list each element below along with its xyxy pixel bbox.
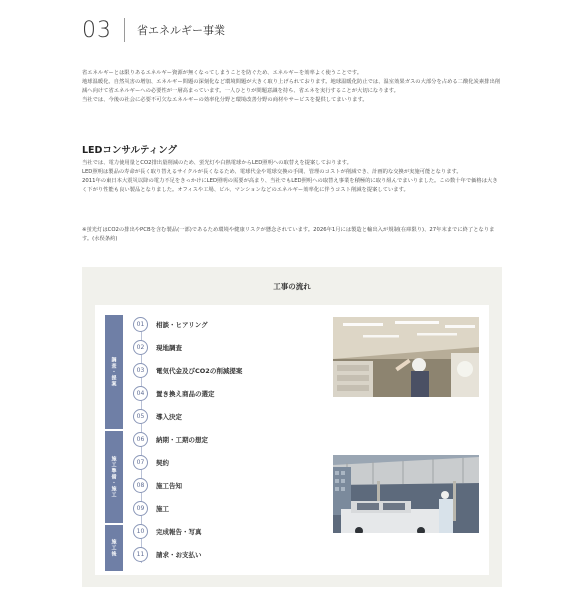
flow-step	[133, 431, 208, 448]
led-body: 当社では、電力使用量とCO2排出量削減のため、蛍光灯や白熱電球からLED照明への取替えを提案しております。 LED照明は製品の寿命が長く取り替えるサイクルが長くなるため、電球代金や電球交換の手間、管理のコストが削減でき、計画的な交換が実施可能となります。 2011年の東日本大震災以降の電力不足をきっかけにLED照明の需要が高まり、当社でもLED照明への取替え事業を積極的に取り組んでまいりました。この数十年で価格は大きく下がり性能も良い製品となりました。オフィスや工場、ビル、マンションなどのエネルギー効率化に伴うコスト削減を提案しています。	[82, 160, 498, 193]
step-label: 契約	[156, 459, 169, 467]
step-number: 04	[133, 386, 148, 401]
led-heading: LEDコンサルティング	[82, 145, 178, 156]
flow-step	[133, 385, 215, 402]
step-number: 05	[133, 409, 148, 424]
step-number: 02	[133, 340, 148, 355]
step-label: 現地調査	[156, 344, 182, 352]
step-number: 07	[133, 455, 148, 470]
flow-title: 工事の流れ	[273, 282, 311, 291]
step-number: 01	[133, 317, 148, 332]
step-label: 電気代金及びCO2の削減提案	[156, 367, 243, 375]
flow-card	[95, 305, 489, 575]
flow-step	[133, 339, 182, 356]
flow-step	[133, 546, 202, 563]
step-label: 施工	[156, 505, 169, 513]
flow-step	[133, 316, 208, 333]
office-survey-image	[333, 317, 479, 397]
work-flow-panel	[82, 267, 502, 587]
intro-paragraph: 省エネルギーとは限りあるエネルギー資源が無くなってしまうことを防ぐため、エネルギーを効率よく使うことです。 地球温暖化、自然災害の増加、エネルギー問題の深刻化など環境問題が大きく取り上げられております。地球温暖化防止では、温室効果ガスの大部分を占める二酸化炭素排出削減へ向けて省エネルギーへの必要性が一層高まっています。一人ひとりが問題意識を持ち、省エネを実行することが大切になります。 当社では、今後の社会に必要不可欠なエネルギーの効率化分野と環境改善分野の商材やサービスを提供してまいります。	[82, 70, 501, 103]
phase-after-construction: 施工後	[105, 525, 123, 571]
phase-survey-proposal: 調査・提案	[105, 315, 123, 429]
section-title: 省エネルギー事業	[137, 24, 225, 37]
section-header	[82, 14, 225, 46]
step-number: 06	[133, 432, 148, 447]
step-label: 相談・ヒアリング	[156, 321, 208, 329]
step-number: 09	[133, 501, 148, 516]
flow-step	[133, 523, 202, 540]
flow-step	[133, 477, 182, 494]
step-number: 03	[133, 363, 148, 378]
step-number: 11	[133, 547, 148, 562]
step-number: 10	[133, 524, 148, 539]
flow-step	[133, 454, 169, 471]
step-label: 導入決定	[156, 413, 182, 421]
step-label: 置き換え商品の選定	[156, 390, 215, 398]
flow-step	[133, 500, 169, 517]
step-label: 完成報告・写真	[156, 528, 202, 536]
header-divider	[124, 18, 125, 42]
flow-step	[133, 362, 242, 379]
phase-construction: 施工準備・施工	[105, 431, 123, 523]
parking-construction-photo	[333, 455, 479, 533]
step-number: 08	[133, 478, 148, 493]
step-label: 請求・お支払い	[156, 551, 202, 559]
parking-construction-image	[333, 455, 479, 533]
step-label: 施工告知	[156, 482, 182, 490]
step-label: 納期・工期の想定	[156, 436, 208, 444]
section-number: 03	[82, 17, 112, 43]
office-survey-photo	[333, 317, 479, 397]
led-note: ※蛍光灯はCO2の排出やPCBを含む製品(一部)であるため環境や健康リスクが懸念されています。2026年1月には製造と輸出入が規制(在庫限り)、27年末までに終了となります。(水俣条約)	[82, 227, 495, 242]
flow-step	[133, 408, 182, 425]
